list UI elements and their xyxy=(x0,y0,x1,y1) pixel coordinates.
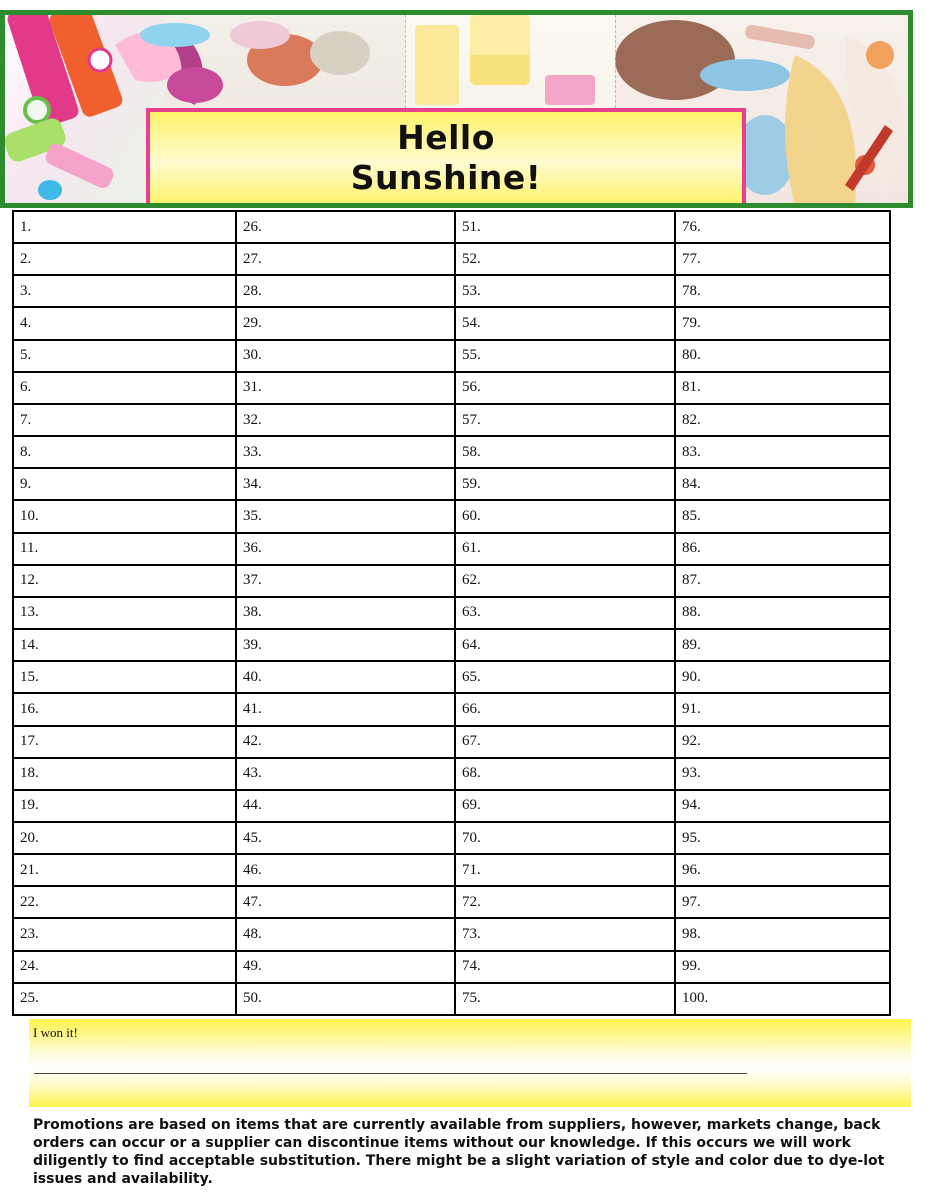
grid-cell[interactable]: 40. xyxy=(236,661,455,693)
grid-cell[interactable]: 53. xyxy=(455,275,675,307)
grid-row xyxy=(13,404,890,436)
grid-cell[interactable]: 85. xyxy=(675,500,890,532)
grid-cell[interactable]: 82. xyxy=(675,404,890,436)
header-banner xyxy=(0,10,913,208)
grid-row xyxy=(13,436,890,468)
grid-row xyxy=(13,211,890,243)
grid-cell[interactable]: 99. xyxy=(675,951,890,983)
grid-cell[interactable]: 65. xyxy=(455,661,675,693)
grid-cell[interactable]: 30. xyxy=(236,340,455,372)
grid-cell[interactable]: 81. xyxy=(675,372,890,404)
grid-cell[interactable]: 73. xyxy=(455,918,675,950)
grid-cell[interactable]: 54. xyxy=(455,307,675,339)
grid-cell[interactable]: 80. xyxy=(675,340,890,372)
grid-cell[interactable]: 95. xyxy=(675,822,890,854)
raffle-number-grid xyxy=(12,210,891,1016)
grid-cell[interactable]: 4. xyxy=(13,307,236,339)
grid-cell[interactable]: 58. xyxy=(455,436,675,468)
grid-cell[interactable]: 67. xyxy=(455,726,675,758)
grid-row xyxy=(13,533,890,565)
grid-row xyxy=(13,886,890,918)
grid-cell[interactable]: 69. xyxy=(455,790,675,822)
grid-row xyxy=(13,243,890,275)
grid-cell[interactable]: 100. xyxy=(675,983,890,1015)
grid-cell[interactable]: 88. xyxy=(675,597,890,629)
grid-cell[interactable]: 32. xyxy=(236,404,455,436)
grid-row xyxy=(13,500,890,532)
grid-cell[interactable]: 45. xyxy=(236,822,455,854)
grid-cell[interactable]: 19. xyxy=(13,790,236,822)
grid-cell[interactable]: 84. xyxy=(675,468,890,500)
grid-cell[interactable]: 24. xyxy=(13,951,236,983)
grid-row xyxy=(13,693,890,725)
grid-cell[interactable]: 64. xyxy=(455,629,675,661)
grid-row xyxy=(13,951,890,983)
grid-cell[interactable]: 26. xyxy=(236,211,455,243)
grid-cell[interactable]: 41. xyxy=(236,693,455,725)
grid-cell[interactable]: 6. xyxy=(13,372,236,404)
grid-cell[interactable]: 72. xyxy=(455,886,675,918)
grid-cell[interactable]: 33. xyxy=(236,436,455,468)
grid-cell[interactable]: 38. xyxy=(236,597,455,629)
grid-row xyxy=(13,372,890,404)
grid-cell[interactable]: 23. xyxy=(13,918,236,950)
grid-row xyxy=(13,983,890,1015)
grid-cell[interactable]: 11. xyxy=(13,533,236,565)
grid-cell[interactable]: 91. xyxy=(675,693,890,725)
grid-cell[interactable]: 96. xyxy=(675,854,890,886)
grid-row xyxy=(13,726,890,758)
grid-cell[interactable]: 51. xyxy=(455,211,675,243)
grid-row xyxy=(13,275,890,307)
grid-cell[interactable]: 50. xyxy=(236,983,455,1015)
grid-cell[interactable]: 94. xyxy=(675,790,890,822)
grid-cell[interactable]: 56. xyxy=(455,372,675,404)
grid-cell[interactable]: 15. xyxy=(13,661,236,693)
grid-cell[interactable]: 66. xyxy=(455,693,675,725)
grid-cell[interactable]: 13. xyxy=(13,597,236,629)
title-line-2: Sunshine! xyxy=(350,158,542,197)
grid-cell[interactable]: 7. xyxy=(13,404,236,436)
grid-cell[interactable]: 76. xyxy=(675,211,890,243)
grid-cell[interactable]: 3. xyxy=(13,275,236,307)
grid-cell[interactable]: 14. xyxy=(13,629,236,661)
grid-cell[interactable]: 57. xyxy=(455,404,675,436)
grid-cell[interactable]: 92. xyxy=(675,726,890,758)
grid-cell[interactable]: 1. xyxy=(13,211,236,243)
grid-row xyxy=(13,822,890,854)
grid-cell[interactable]: 42. xyxy=(236,726,455,758)
grid-cell[interactable]: 59. xyxy=(455,468,675,500)
grid-cell[interactable]: 60. xyxy=(455,500,675,532)
grid-cell[interactable]: 17. xyxy=(13,726,236,758)
grid-cell[interactable]: 98. xyxy=(675,918,890,950)
grid-cell[interactable]: 18. xyxy=(13,758,236,790)
grid-cell[interactable]: 71. xyxy=(455,854,675,886)
grid-cell[interactable]: 77. xyxy=(675,243,890,275)
grid-cell[interactable]: 36. xyxy=(236,533,455,565)
grid-cell[interactable]: 12. xyxy=(13,565,236,597)
winner-signature-line[interactable] xyxy=(34,1073,747,1074)
grid-cell[interactable]: 46. xyxy=(236,854,455,886)
grid-cell[interactable]: 63. xyxy=(455,597,675,629)
grid-row xyxy=(13,597,890,629)
grid-cell[interactable]: 22. xyxy=(13,886,236,918)
grid-cell[interactable]: 16. xyxy=(13,693,236,725)
grid-cell[interactable]: 2. xyxy=(13,243,236,275)
grid-cell[interactable]: 90. xyxy=(675,661,890,693)
grid-cell[interactable]: 28. xyxy=(236,275,455,307)
grid-row xyxy=(13,468,890,500)
grid-cell[interactable]: 68. xyxy=(455,758,675,790)
grid-cell[interactable]: 49. xyxy=(236,951,455,983)
grid-cell[interactable]: 61. xyxy=(455,533,675,565)
grid-cell[interactable]: 78. xyxy=(675,275,890,307)
grid-cell[interactable]: 39. xyxy=(236,629,455,661)
grid-cell[interactable]: 10. xyxy=(13,500,236,532)
grid-cell[interactable]: 87. xyxy=(675,565,890,597)
winner-label: I won it! xyxy=(33,1025,78,1040)
grid-cell[interactable]: 70. xyxy=(455,822,675,854)
title-line-1: Hello xyxy=(397,118,495,157)
grid-cell[interactable]: 93. xyxy=(675,758,890,790)
grid-row xyxy=(13,790,890,822)
grid-cell[interactable]: 55. xyxy=(455,340,675,372)
grid-cell[interactable]: 21. xyxy=(13,854,236,886)
grid-cell[interactable]: 48. xyxy=(236,918,455,950)
grid-row xyxy=(13,565,890,597)
grid-cell[interactable]: 47. xyxy=(236,886,455,918)
grid-cell[interactable]: 8. xyxy=(13,436,236,468)
grid-cell[interactable]: 79. xyxy=(675,307,890,339)
grid-cell[interactable]: 44. xyxy=(236,790,455,822)
grid-cell[interactable]: 83. xyxy=(675,436,890,468)
grid-row xyxy=(13,629,890,661)
grid-row xyxy=(13,854,890,886)
grid-cell[interactable]: 35. xyxy=(236,500,455,532)
grid-cell[interactable]: 86. xyxy=(675,533,890,565)
grid-cell[interactable]: 29. xyxy=(236,307,455,339)
grid-cell[interactable]: 89. xyxy=(675,629,890,661)
grid-row xyxy=(13,758,890,790)
grid-cell[interactable]: 34. xyxy=(236,468,455,500)
grid-cell[interactable]: 31. xyxy=(236,372,455,404)
grid-cell[interactable]: 5. xyxy=(13,340,236,372)
grid-cell[interactable]: 62. xyxy=(455,565,675,597)
grid-cell[interactable]: 20. xyxy=(13,822,236,854)
grid-cell[interactable]: 9. xyxy=(13,468,236,500)
grid-cell[interactable]: 27. xyxy=(236,243,455,275)
title-box xyxy=(146,108,746,208)
grid-cell[interactable]: 43. xyxy=(236,758,455,790)
grid-row xyxy=(13,340,890,372)
winner-strip xyxy=(29,1019,911,1107)
grid-cell[interactable]: 52. xyxy=(455,243,675,275)
grid-cell[interactable]: 75. xyxy=(455,983,675,1015)
grid-cell[interactable]: 97. xyxy=(675,886,890,918)
grid-row xyxy=(13,918,890,950)
grid-row xyxy=(13,661,890,693)
disclaimer-text: Promotions are based on items that are currently available from suppliers, however, markets change, back orders can occur or a supplier can discontinue items without our knowledge. If this occurs we will work diligently to find acceptable substitution. There might be a slight variation of style and color due to dye-lot issues and availability. xyxy=(33,1117,885,1187)
grid-row xyxy=(13,307,890,339)
grid-cell[interactable]: 74. xyxy=(455,951,675,983)
grid-cell[interactable]: 25. xyxy=(13,983,236,1015)
grid-cell[interactable]: 37. xyxy=(236,565,455,597)
